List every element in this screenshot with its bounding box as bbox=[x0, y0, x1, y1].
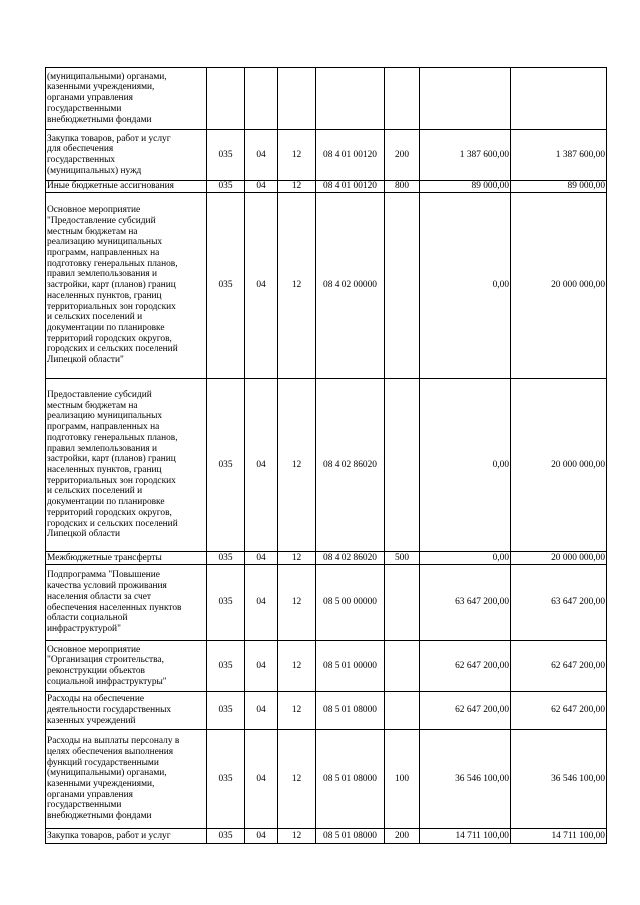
subsection-code-cell: 12 bbox=[278, 829, 316, 844]
target-article-cell: 08 4 02 86020 bbox=[316, 552, 385, 565]
target-article-cell: 08 4 01 00120 bbox=[316, 181, 385, 193]
amount-cell: 36 546 100,00 bbox=[511, 730, 607, 829]
subsection-code-cell: 12 bbox=[278, 730, 316, 829]
admin-code-cell: 035 bbox=[207, 641, 245, 692]
target-article-cell: 08 5 01 08000 bbox=[316, 730, 385, 829]
expense-name-cell: Подпрограмма "Повышение качества условий проживания населения области за счет обеспечения населенных пунктов области социальной инфраструктурой" bbox=[46, 565, 207, 641]
target-article-cell: 08 4 01 00120 bbox=[316, 130, 385, 181]
expense-name-cell: Основное мероприятие "Организация строительства, реконструкции объектов социальной инфраструктуры" bbox=[46, 641, 207, 692]
table-row bbox=[46, 829, 607, 844]
subsection-code-cell bbox=[278, 68, 316, 130]
expense-name-cell: Межбюджетные трансферты bbox=[46, 552, 207, 565]
target-article-cell: 08 4 02 00000 bbox=[316, 193, 385, 379]
plan-amount-cell: 1 387 600,00 bbox=[420, 130, 511, 181]
target-article-cell: 08 5 01 08000 bbox=[316, 692, 385, 730]
subsection-code-cell: 12 bbox=[278, 552, 316, 565]
admin-code-cell: 035 bbox=[207, 181, 245, 193]
admin-code-cell: 035 bbox=[207, 130, 245, 181]
table-row bbox=[46, 68, 607, 130]
expense-name-cell: Предоставление субсидий местным бюджетам на реализацию муниципальных программ, направленных на подготовку генеральных планов, правил землепользования и застройки, карт (планов) границ населенных пунктов, границ территориальных зон городских и сельских поселений и документации по планировке территорий городских округов, городских и сельских поселений Липецкой области bbox=[46, 379, 207, 552]
table-row bbox=[46, 193, 607, 379]
expense-type-cell bbox=[385, 379, 420, 552]
plan-amount-cell: 0,00 bbox=[420, 193, 511, 379]
plan-amount-cell: 36 546 100,00 bbox=[420, 730, 511, 829]
expense-type-cell: 200 bbox=[385, 130, 420, 181]
amount-cell: 20 000 000,00 bbox=[511, 193, 607, 379]
plan-amount-cell: 14 711 100,00 bbox=[420, 829, 511, 844]
amount-cell: 62 647 200,00 bbox=[511, 641, 607, 692]
amount-cell: 1 387 600,00 bbox=[511, 130, 607, 181]
admin-code-cell: 035 bbox=[207, 829, 245, 844]
table-row bbox=[46, 181, 607, 193]
plan-amount-cell: 0,00 bbox=[420, 552, 511, 565]
table-row bbox=[46, 641, 607, 692]
section-code-cell: 04 bbox=[245, 552, 278, 565]
table-row bbox=[46, 565, 607, 641]
section-code-cell: 04 bbox=[245, 730, 278, 829]
subsection-code-cell: 12 bbox=[278, 692, 316, 730]
target-article-cell: 08 5 01 08000 bbox=[316, 829, 385, 844]
expense-type-cell bbox=[385, 193, 420, 379]
section-code-cell: 04 bbox=[245, 181, 278, 193]
expense-name-cell: Расходы на выплаты персоналу в целях обеспечения выполнения функций государственными (муниципальными) органами, казенными учреждениями, органами управления государственными внебюджетными фондами bbox=[46, 730, 207, 829]
amount-cell: 20 000 000,00 bbox=[511, 379, 607, 552]
section-code-cell: 04 bbox=[245, 641, 278, 692]
table-row bbox=[46, 130, 607, 181]
target-article-cell: 08 5 01 00000 bbox=[316, 641, 385, 692]
expense-type-cell: 200 bbox=[385, 829, 420, 844]
subsection-code-cell: 12 bbox=[278, 193, 316, 379]
expense-name-cell: Основное мероприятие "Предоставление субсидий местным бюджетам на реализацию муниципальных программ, направленных на подготовку генеральных планов, правил землепользования и застройки, карт (планов) границ населенных пунктов, границ территориальных зон городских и сельских поселений и документации по планировке территорий городских округов, городских и сельских поселений Липецкой области" bbox=[46, 193, 207, 379]
expense-type-cell bbox=[385, 68, 420, 130]
expense-name-cell: Расходы на обеспечение деятельности государственных казенных учреждений bbox=[46, 692, 207, 730]
admin-code-cell: 035 bbox=[207, 692, 245, 730]
plan-amount-cell: 62 647 200,00 bbox=[420, 692, 511, 730]
subsection-code-cell: 12 bbox=[278, 641, 316, 692]
admin-code-cell: 035 bbox=[207, 552, 245, 565]
table-row bbox=[46, 379, 607, 552]
admin-code-cell: 035 bbox=[207, 730, 245, 829]
target-article-cell: 08 5 00 00000 bbox=[316, 565, 385, 641]
budget-table bbox=[45, 67, 607, 844]
expense-type-cell bbox=[385, 692, 420, 730]
section-code-cell: 04 bbox=[245, 565, 278, 641]
admin-code-cell: 035 bbox=[207, 379, 245, 552]
section-code-cell: 04 bbox=[245, 130, 278, 181]
section-code-cell: 04 bbox=[245, 193, 278, 379]
table-row bbox=[46, 552, 607, 565]
table-row bbox=[46, 730, 607, 829]
expense-name-cell: (муниципальными) органами, казенными учреждениями, органами управления государственными внебюджетными фондами bbox=[46, 68, 207, 130]
amount-cell: 63 647 200,00 bbox=[511, 565, 607, 641]
expense-name-cell: Закупка товаров, работ и услуг bbox=[46, 829, 207, 844]
amount-cell bbox=[511, 68, 607, 130]
target-article-cell bbox=[316, 68, 385, 130]
plan-amount-cell bbox=[420, 68, 511, 130]
expense-name-cell: Закупка товаров, работ и услуг для обеспечения государственных (муниципальных) нужд bbox=[46, 130, 207, 181]
expense-type-cell bbox=[385, 565, 420, 641]
section-code-cell bbox=[245, 68, 278, 130]
section-code-cell: 04 bbox=[245, 379, 278, 552]
admin-code-cell: 035 bbox=[207, 565, 245, 641]
plan-amount-cell: 62 647 200,00 bbox=[420, 641, 511, 692]
amount-cell: 89 000,00 bbox=[511, 181, 607, 193]
expense-name-cell: Иные бюджетные ассигнования bbox=[46, 181, 207, 193]
amount-cell: 62 647 200,00 bbox=[511, 692, 607, 730]
subsection-code-cell: 12 bbox=[278, 565, 316, 641]
amount-cell: 20 000 000,00 bbox=[511, 552, 607, 565]
subsection-code-cell: 12 bbox=[278, 181, 316, 193]
admin-code-cell bbox=[207, 68, 245, 130]
plan-amount-cell: 0,00 bbox=[420, 379, 511, 552]
plan-amount-cell: 89 000,00 bbox=[420, 181, 511, 193]
subsection-code-cell: 12 bbox=[278, 130, 316, 181]
section-code-cell: 04 bbox=[245, 829, 278, 844]
table-body bbox=[46, 68, 607, 844]
expense-type-cell: 100 bbox=[385, 730, 420, 829]
table-row bbox=[46, 692, 607, 730]
section-code-cell: 04 bbox=[245, 692, 278, 730]
expense-type-cell: 500 bbox=[385, 552, 420, 565]
admin-code-cell: 035 bbox=[207, 193, 245, 379]
subsection-code-cell: 12 bbox=[278, 379, 316, 552]
target-article-cell: 08 4 02 86020 bbox=[316, 379, 385, 552]
plan-amount-cell: 63 647 200,00 bbox=[420, 565, 511, 641]
amount-cell: 14 711 100,00 bbox=[511, 829, 607, 844]
expense-type-cell bbox=[385, 641, 420, 692]
expense-type-cell: 800 bbox=[385, 181, 420, 193]
